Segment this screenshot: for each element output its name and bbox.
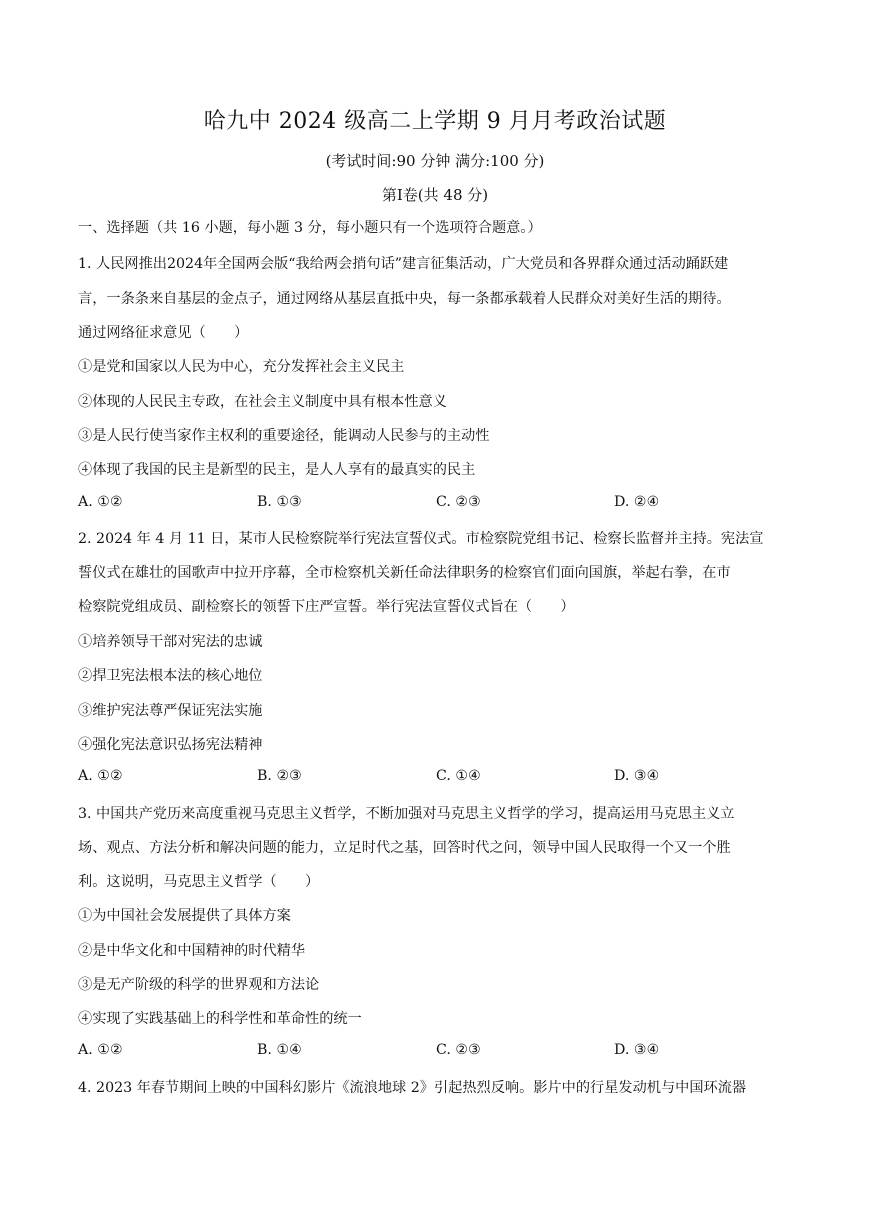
option-b: B. ①④ bbox=[257, 1042, 302, 1058]
option-a: A. ①② bbox=[78, 768, 123, 784]
page-title: 哈九中 2024 级高二上学期 9 月月考政治试题 bbox=[203, 109, 667, 134]
question-stem-line: 通过网络征求意见（ ） bbox=[78, 325, 249, 341]
option-c: C. ①④ bbox=[436, 768, 481, 784]
section-heading: 第Ⅰ卷(共 48 分) bbox=[381, 186, 489, 204]
question-stem-line: 言，一条条来自基层的金点子，通过网络从基层直抵中央，每一条都承载着人民群众对美好生活的期待。 bbox=[78, 291, 731, 307]
question-stem-line: 誓仪式在雄壮的国歌声中拉开序幕，全市检察机关新任命法律职务的检察官们面向国旗，举起右拳，在市 bbox=[78, 565, 731, 581]
option-a: A. ①② bbox=[78, 1042, 123, 1058]
question-item: ①培养领导干部对宪法的忠诚 bbox=[78, 634, 263, 650]
question-item: ④强化宪法意识弘扬宪法精神 bbox=[78, 737, 263, 753]
question-item: ④体现了我国的民主是新型的民主，是人人享有的最真实的民主 bbox=[78, 462, 476, 478]
exam-info: (考试时间:90 分钟 满分:100 分) bbox=[325, 152, 545, 170]
question-item: ②体现的人民民主专政，在社会主义制度中具有根本性意义 bbox=[78, 394, 447, 410]
question-stem-line: 1. 人民网推出2024年全国两会版“我给两会捎句话”建言征集活动，广大党员和各界群众通过活动踊跃建 bbox=[78, 256, 729, 272]
option-a: A. ①② bbox=[78, 494, 123, 510]
question-stem-line: 2. 2024 年 4 月 11 日，某市人民检察院举行宪法宣誓仪式。市检察院党组书记、检察长监督并主持。宪法宣 bbox=[78, 531, 764, 547]
question-stem-line: 利。这说明，马克思主义哲学（ ） bbox=[78, 874, 320, 890]
option-d: D. ③④ bbox=[614, 1042, 660, 1058]
question-item: ②是中华文化和中国精神的时代精华 bbox=[78, 943, 306, 959]
question-item: ②捍卫宪法根本法的核心地位 bbox=[78, 668, 263, 684]
option-d: D. ③④ bbox=[614, 768, 660, 784]
question-item: ③是人民行使当家作主权利的重要途径，能调动人民参与的主动性 bbox=[78, 428, 490, 444]
question-stem-line: 3. 中国共产党历来高度重视马克思主义哲学，不断加强对马克思主义哲学的学习，提高运用马克思主义立 bbox=[78, 806, 735, 822]
question-item: ④实现了实践基础上的科学性和革命性的统一 bbox=[78, 1011, 362, 1027]
option-c: C. ②③ bbox=[436, 1042, 481, 1058]
option-d: D. ②④ bbox=[614, 494, 660, 510]
question-item: ③维护宪法尊严保证宪法实施 bbox=[78, 703, 263, 719]
question-item: ③是无产阶级的科学的世界观和方法论 bbox=[78, 977, 320, 993]
part-heading: 一、选择题（共 16 小题，每小题 3 分，每小题只有一个选项符合题意。） bbox=[78, 220, 542, 236]
option-c: C. ②③ bbox=[436, 494, 481, 510]
option-b: B. ①③ bbox=[257, 494, 302, 510]
question-stem-line: 4. 2023 年春节期间上映的中国科幻影片《流浪地球 2》引起热烈反响。影片中的行星发动机与中国环流器 bbox=[78, 1080, 747, 1096]
question-item: ①是党和国家以人民为中心，充分发挥社会主义民主 bbox=[78, 359, 405, 375]
question-item: ①为中国社会发展提供了具体方案 bbox=[78, 908, 291, 924]
option-b: B. ②③ bbox=[257, 768, 302, 784]
question-stem-line: 场、观点、方法分析和解决问题的能力，立足时代之基，回答时代之问，领导中国人民取得一个又一个胜 bbox=[78, 840, 731, 856]
question-stem-line: 检察院党组成员、副检察长的领誓下庄严宣誓。举行宪法宣誓仪式旨在（ ） bbox=[78, 599, 575, 615]
